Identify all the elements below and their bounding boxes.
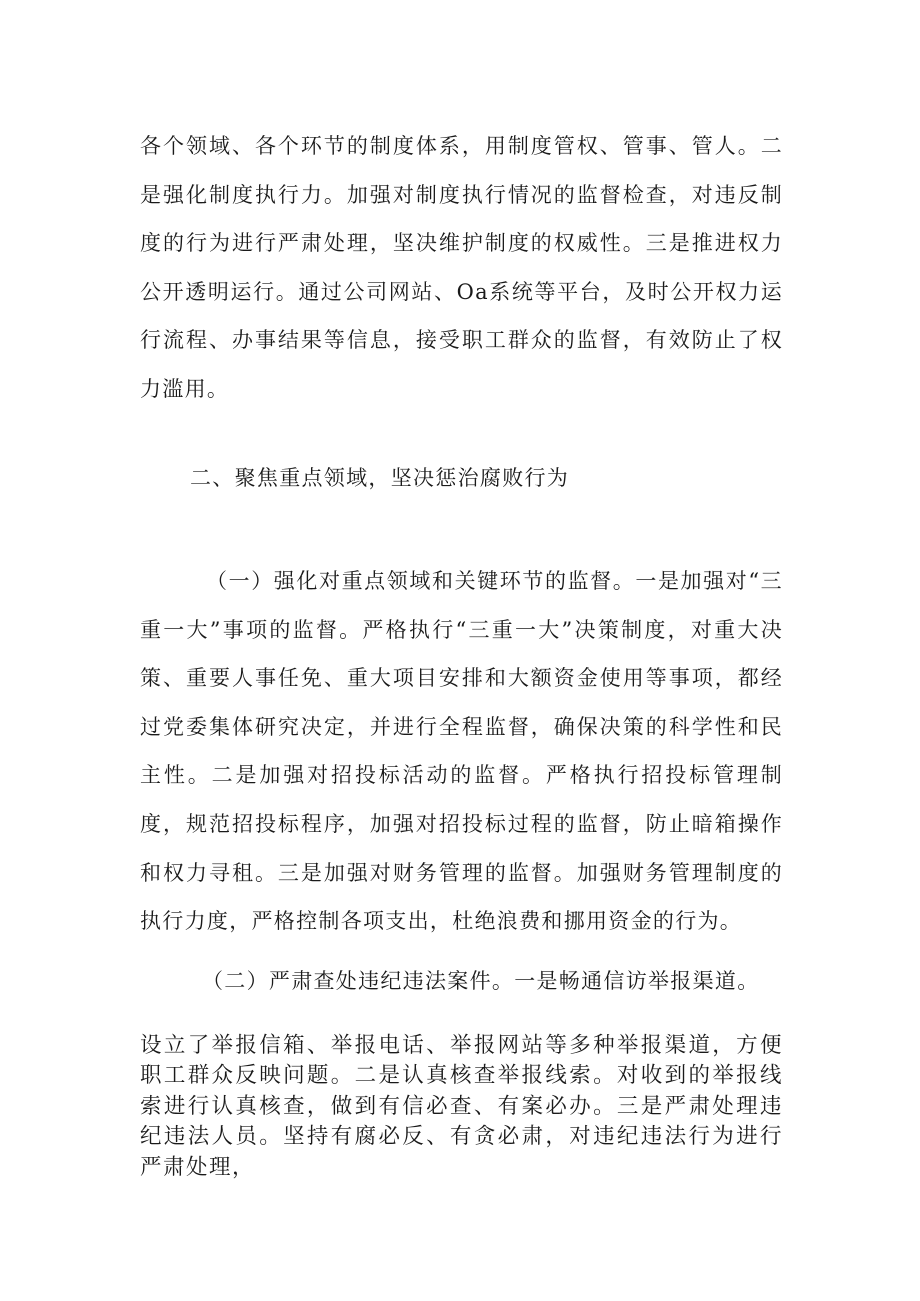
body-paragraph-2: （一）强化对重点领域和关键环节的监督。一是加强对“三重一大”事项的监督。严格执行“三重一大”决策制度，对重大决策、重要人事任免、重大项目安排和大额资金使用等事项，都经过党委集体研究决定，并进行全程监督，确保决策的科学性和民主性。二是加强对招投标活动的监督。严格执行招投标管理制度，规范招投标程序，加强对招投标过程的监督，防止暗箱操作和权力寻租。三是加强对财务管理的监督。加强财务管理制度的执行力度，严格控制各项支出，杜绝浪费和挪用资金的行为。 [140, 569, 783, 934]
body-paragraph-1: 各个领域、各个环节的制度体系，用制度管权、管事、管人。二是强化制度执行力。加强对制度执行情况的监督检查，对违反制度的行为进行严肃处理，坚决维护制度的权威性。三是推进权力公开透明运行。通过公司网站、Oa系统等平台，及时公开权力运行流程、办事结果等信息，接受职工群众的监督，有效防止了权力滥用。 [140, 134, 783, 401]
body-paragraph-3-first-line: （二）严肃查处违纪违法案件。一是畅通信访举报渠道。 [202, 969, 760, 993]
section-heading: 二、聚焦重点领域，坚决惩治腐败行为 [190, 466, 570, 490]
body-paragraph-3: 设立了举报信箱、举报电话、举报网站等多种举报渠道，方便职工群众反映问题。二是认真核查举报线索。对收到的举报线索进行认真核查，做到有信必查、有案必办。三是严肃处理违纪违法人员。坚持有腐必反、有贪必肃，对违纪违法行为进行严肃处理， [140, 1033, 783, 1180]
